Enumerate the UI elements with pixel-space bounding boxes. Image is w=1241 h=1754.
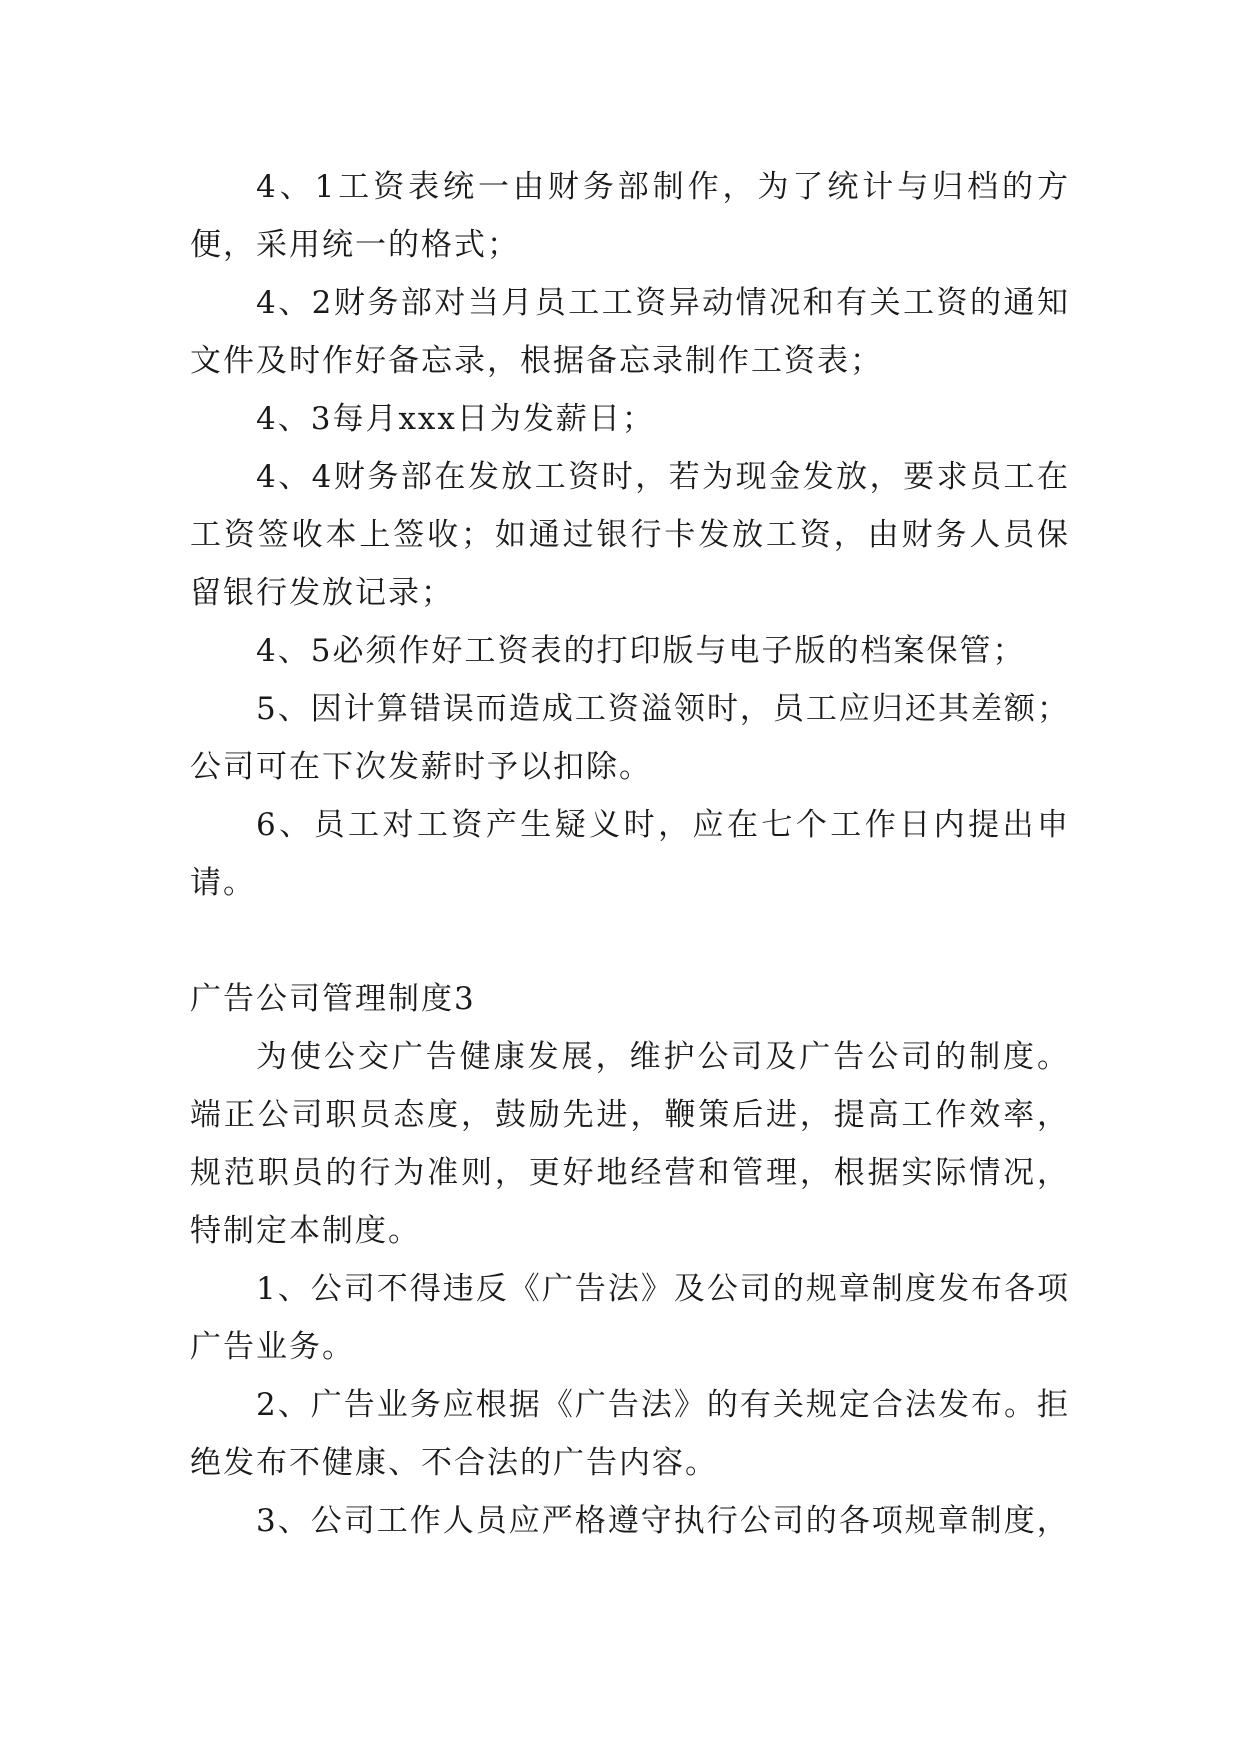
paragraph-4-3: 4、3每月xxx日为发薪日； [256, 401, 655, 437]
paragraph-5: 5、因计算错误而造成工资溢领时，员工应归还其差额；公司可在下次发薪时予以扣除。 [190, 691, 1070, 785]
paragraph-4-4: 4、4财务部在发放工资时，若为现金发放，要求员工在工资签收本上签收；如通过银行卡发放工资，由财务人员保留银行发放记录； [190, 459, 1070, 611]
paragraph-rule-1: 1、公司不得违反《广告法》及公司的规章制度发布各项广告业务。 [190, 1271, 1070, 1365]
document-body [190, 158, 1070, 1550]
paragraph-4-2: 4、2财务部对当月员工工资异动情况和有关工资的通知文件及时作好备忘录，根据备忘录制作工资表； [190, 285, 1070, 379]
paragraph-rule-2: 2、广告业务应根据《广告法》的有关规定合法发布。拒绝发布不健康、不合法的广告内容。 [190, 1387, 1070, 1481]
paragraph-6: 6、员工对工资产生疑义时，应在七个工作日内提出申请。 [190, 807, 1070, 901]
paragraph-4-5: 4、5必须作好工资表的打印版与电子版的档案保管； [256, 633, 1026, 669]
paragraph-4-1: 4、1工资表统一由财务部制作，为了统计与归档的方便，采用统一的格式； [190, 169, 1070, 263]
paragraph-intro: 为使公交广告健康发展，维护公司及广告公司的制度。端正公司职员态度，鼓励先进，鞭策后进，提高工作效率，规范职员的行为准则，更好地经营和管理，根据实际情况，特制定本制度。 [190, 1039, 1070, 1249]
paragraph-rule-3: 3、公司工作人员应严格遵守执行公司的各项规章制度， [256, 1503, 1070, 1539]
section-heading: 广告公司管理制度3 [190, 981, 476, 1017]
